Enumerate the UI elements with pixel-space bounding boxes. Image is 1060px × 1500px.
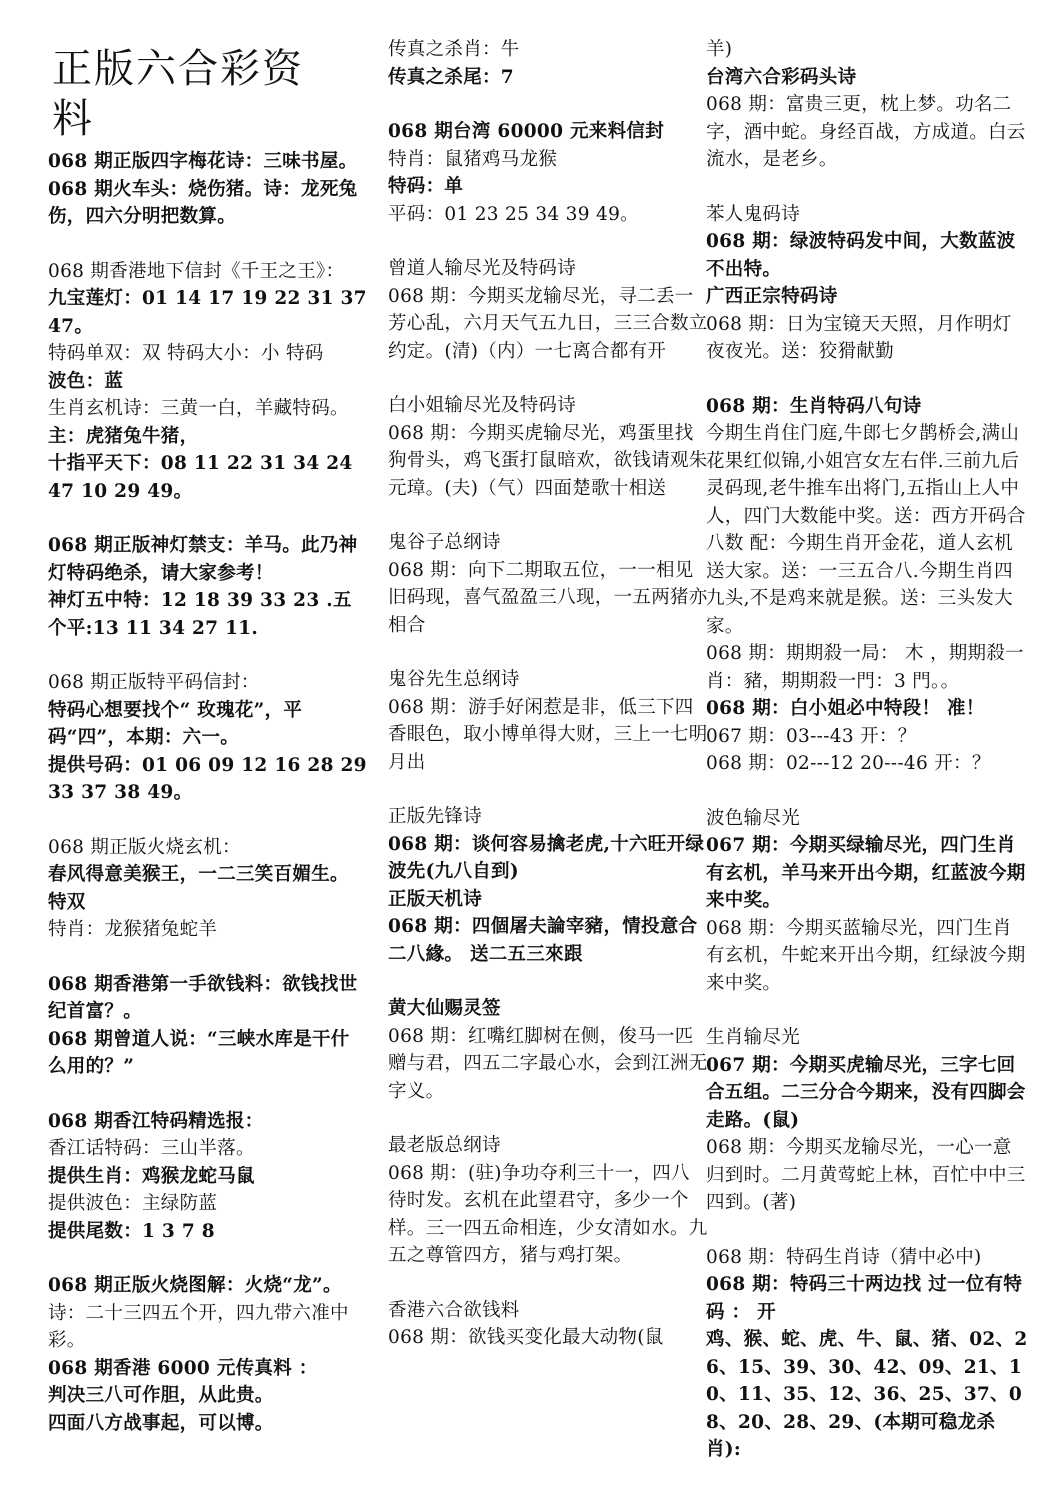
text-line: 068 期：红嘴红脚树在侧，俊马一匹赠与君，四五二字最心水，会到江洲无字义。: [388, 1025, 708, 1102]
column-left-body: [48, 148, 368, 1437]
column-left: [48, 36, 368, 1437]
text-line: 传真之杀尾：7: [388, 66, 514, 88]
text-line: 最老版总纲诗: [388, 1135, 501, 1156]
spacer: [48, 231, 368, 258]
text-line: 提供尾数：1 3 7 8: [48, 1220, 215, 1242]
text-line: 特肖：龙猴猪兔蛇羊: [48, 919, 218, 940]
text-line: 068 期香港第一手欲钱料：欲钱找世纪首富？。: [48, 973, 358, 1022]
text-line: 鬼谷子总纲诗: [388, 532, 501, 553]
text-line: 香江话特码：三山半落。: [48, 1138, 255, 1159]
text-line: 068 期香港地下信封《千王之王》：: [48, 260, 345, 282]
text-line: 068 期香江特码精选报：: [48, 1110, 264, 1132]
text-line: 今期生肖住门庭,牛郎七夕鹊桥会,满山花果红似锦,小姐宫女左右伴.三前九后灵码现,老牛推车出将门,五指山上人中人，四门大数能中奖。送：西方开码合八数 配：今期生肖开金花，道人玄机送大家。送：一三五合八.今期生肖四九头,不是鸡来就是猴。送：三头发大家。: [706, 423, 1026, 637]
text-line: 提供号码：01 06 09 12 16 28 29 33 37 38 49。: [48, 754, 367, 803]
text-line: 判决三八可作胆，从此贵。: [48, 1385, 274, 1406]
page-title: 正版六合彩资料: [52, 46, 304, 142]
spacer: [388, 1270, 708, 1297]
text-line: 特码：单: [388, 176, 464, 197]
text-line: 提供波色：主绿防蓝: [48, 1193, 218, 1214]
spacer: [388, 228, 708, 255]
text-line: 068 期曾道人说：“三峡水库是干什么用的？”: [48, 1028, 350, 1077]
text-line: 068 期正版神灯禁支：羊马。此乃神灯特码绝杀，请大家参考！: [48, 535, 358, 584]
column-middle-body: [388, 36, 708, 1352]
text-line: 特码单双：双 特码大小：小 特码: [48, 343, 324, 364]
text-line: 四面八方战事起，可以博。: [48, 1412, 274, 1434]
spacer: [48, 944, 368, 971]
spacer: [706, 366, 1028, 393]
text-line: 特码心想要找个“ 玫瑰花”，平码“四”，本期：六一。: [48, 699, 303, 748]
text-line: 068 期香港 6000 元传真料 ：: [48, 1357, 318, 1379]
text-line: 068 期正版火烧图解：火烧“龙”。: [48, 1275, 342, 1296]
text-line: 068 期：白小姐必中特段！ 准！: [706, 698, 985, 719]
text-line: 生肖输尽光: [706, 1027, 801, 1048]
text-line: 068 期：特码生肖诗（猜中必中): [706, 1246, 982, 1268]
text-line: 068 期：富贵三更，枕上梦。功名二字，酒中蛇。身经百战，方成道。白云流水，是老乡。: [706, 94, 1026, 170]
spacer: [48, 642, 368, 669]
text-line: 068 期正版火烧玄机：: [48, 836, 241, 858]
text-line: 067 期：今期买虎输尽光，三字七回合五组。二三分合今期来，没有四脚会走路。(鼠): [706, 1054, 1026, 1131]
text-line: 特肖：鼠猪鸡马龙猴: [388, 148, 558, 170]
spacer: [706, 174, 1028, 201]
column-right-body: [706, 36, 1028, 1464]
text-line: 传真之杀肖：牛: [388, 39, 520, 60]
text-line: 068 期正版特平码信封：: [48, 672, 260, 693]
text-line: 067 期：03---43 开：？: [706, 725, 917, 747]
text-line: 068 期：今期买虎输尽光，鸡蛋里找狗骨头，鸡飞蛋打鼠暗欢，欲钱请观朱元璋。(夫)（气）四面楚歌十相送: [388, 422, 708, 499]
text-line: 068 期：今期买龙输尽光，寻二丢一芳心乱，六月天气五九日，三三合数立约定。(清)（内）一七离合都有开: [388, 285, 708, 362]
text-line: 068 期：向下二期取五位，一一相见旧码现，喜气盈盈三八现，一五两猪亦相合: [388, 559, 708, 636]
text-line: 诗：二十三四五个开，四九带六准中彩。: [48, 1302, 349, 1351]
text-line: 068 期：今期买龙输尽光，一心一意归到时。二月黄莺蛇上林，百忙中中三四到。(著): [706, 1137, 1026, 1213]
text-line: 香港六合欲钱料: [388, 1299, 520, 1321]
text-line: 068 期：谈何容易擒老虎,十六旺开绿波先(九八自到): [388, 833, 705, 882]
text-line: 生肖玄机诗：三黄一白，羊藏特码。: [48, 398, 349, 419]
spacer: [388, 776, 708, 803]
text-line: 正版天机诗: [388, 888, 483, 910]
text-line: 台湾六合彩码头诗: [706, 66, 857, 88]
text-line: 羊): [706, 39, 733, 60]
text-line: 正版先锋诗: [388, 806, 483, 827]
spacer: [388, 365, 708, 392]
text-line: 068 期：(驻)争功夺利三十一，四八待时发。玄机在此望君守，多少一个样。三一四五命相连，少女清如水。九五之尊管四方，猪与鸡打架。: [388, 1162, 708, 1266]
text-line: 黄大仙赐灵签: [388, 998, 501, 1019]
text-line: 068 期：游手好闲惹是非，低三下四香眼色，取小博单得大财，三上一七明月出: [388, 696, 708, 773]
spacer: [388, 502, 708, 529]
text-line: 068 期：绿波特码发中间，大数蓝波不出特。: [706, 231, 1016, 280]
text-line: 广西正宗特码诗: [706, 286, 838, 307]
text-line: 067 期：今期买绿输尽光，四门生肖有玄机，羊马来开出今期，红蓝波今期来中奖。: [706, 835, 1026, 911]
text-line: 068 期台湾 60000 元来料信封: [388, 121, 665, 142]
text-line: 提供生肖：鸡猴龙蛇马鼠: [48, 1165, 255, 1187]
text-line: 068 期正版四字梅花诗：三味书屋。: [48, 151, 358, 172]
spacer: [388, 1105, 708, 1132]
text-line: 波色输尽光: [706, 807, 801, 829]
spacer: [706, 1217, 1028, 1244]
text-line: 平码：01 23 25 34 39 49。: [388, 203, 639, 225]
text-line: 春风得意美猴王，一二三笑百媚生。: [48, 864, 349, 885]
text-line: 068 期：今期买蓝输尽光，四门生肖有玄机，牛蛇来开出今期，红绿波今期来中奖。: [706, 917, 1026, 994]
text-line: 白小姐输尽光及特码诗: [388, 395, 577, 416]
spacer: [48, 505, 368, 532]
column-middle: [388, 36, 708, 1352]
spacer: [706, 997, 1028, 1024]
spacer: [388, 639, 708, 666]
text-line: 十指平天下：08 11 22 31 34 24 47 10 29 49。: [48, 453, 353, 502]
spacer: [48, 1245, 368, 1272]
text-line: 068 期：期期殺一局： 木 ，期期殺一肖：豬，期期殺一門：3 門。。: [706, 643, 1024, 692]
spacer: [388, 91, 708, 118]
text-line: 鬼谷先生总纲诗: [388, 669, 520, 690]
spacer: [48, 807, 368, 834]
text-line: 068 期：四個屠夫論宰豬，情投意合二八緣。 送二五三來跟: [388, 916, 698, 965]
text-line: 068 期火车头：烧伤猪。诗：龙死兔伤，四六分明把数算。: [48, 178, 358, 227]
text-line: 068 期：生肖特码八句诗: [706, 395, 922, 417]
text-line: 068 期：特码三十两边找 过一位有特码 ： 开: [706, 1274, 1023, 1323]
text-line: 九宝莲灯：01 14 17 19 22 31 37 47。: [48, 288, 367, 337]
text-line: 特双: [48, 891, 86, 913]
column-right: [706, 36, 1028, 1464]
spacer: [706, 778, 1028, 805]
text-line: 068 期：欲钱买变化最大动物(鼠: [388, 1327, 664, 1348]
text-line: 鸡、猴、蛇、虎、牛、鼠、猪、02、26、15、39、30、42、09、21、10、11、35、12、36、25、37、08、20、28、29、(本期可稳龙杀肖):: [706, 1329, 1028, 1460]
text-line: 苯人鬼码诗: [706, 203, 801, 225]
text-line: 波色：蓝: [48, 370, 124, 392]
spacer: [388, 968, 708, 995]
text-line: 神灯五中特：12 18 39 33 23 .五个平:13 11 34 27 11.: [48, 590, 352, 639]
text-line: 主：虎猪兔牛猪，: [48, 425, 199, 447]
text-line: 曾道人输尽光及特码诗: [388, 258, 577, 279]
spacer: [48, 1081, 368, 1108]
text-line: 068 期：日为宝镜天天照，月作明灯夜夜光。送：狡猾献勤: [706, 313, 1012, 362]
text-line: 068 期：02---12 20---46 开：？: [706, 753, 991, 774]
